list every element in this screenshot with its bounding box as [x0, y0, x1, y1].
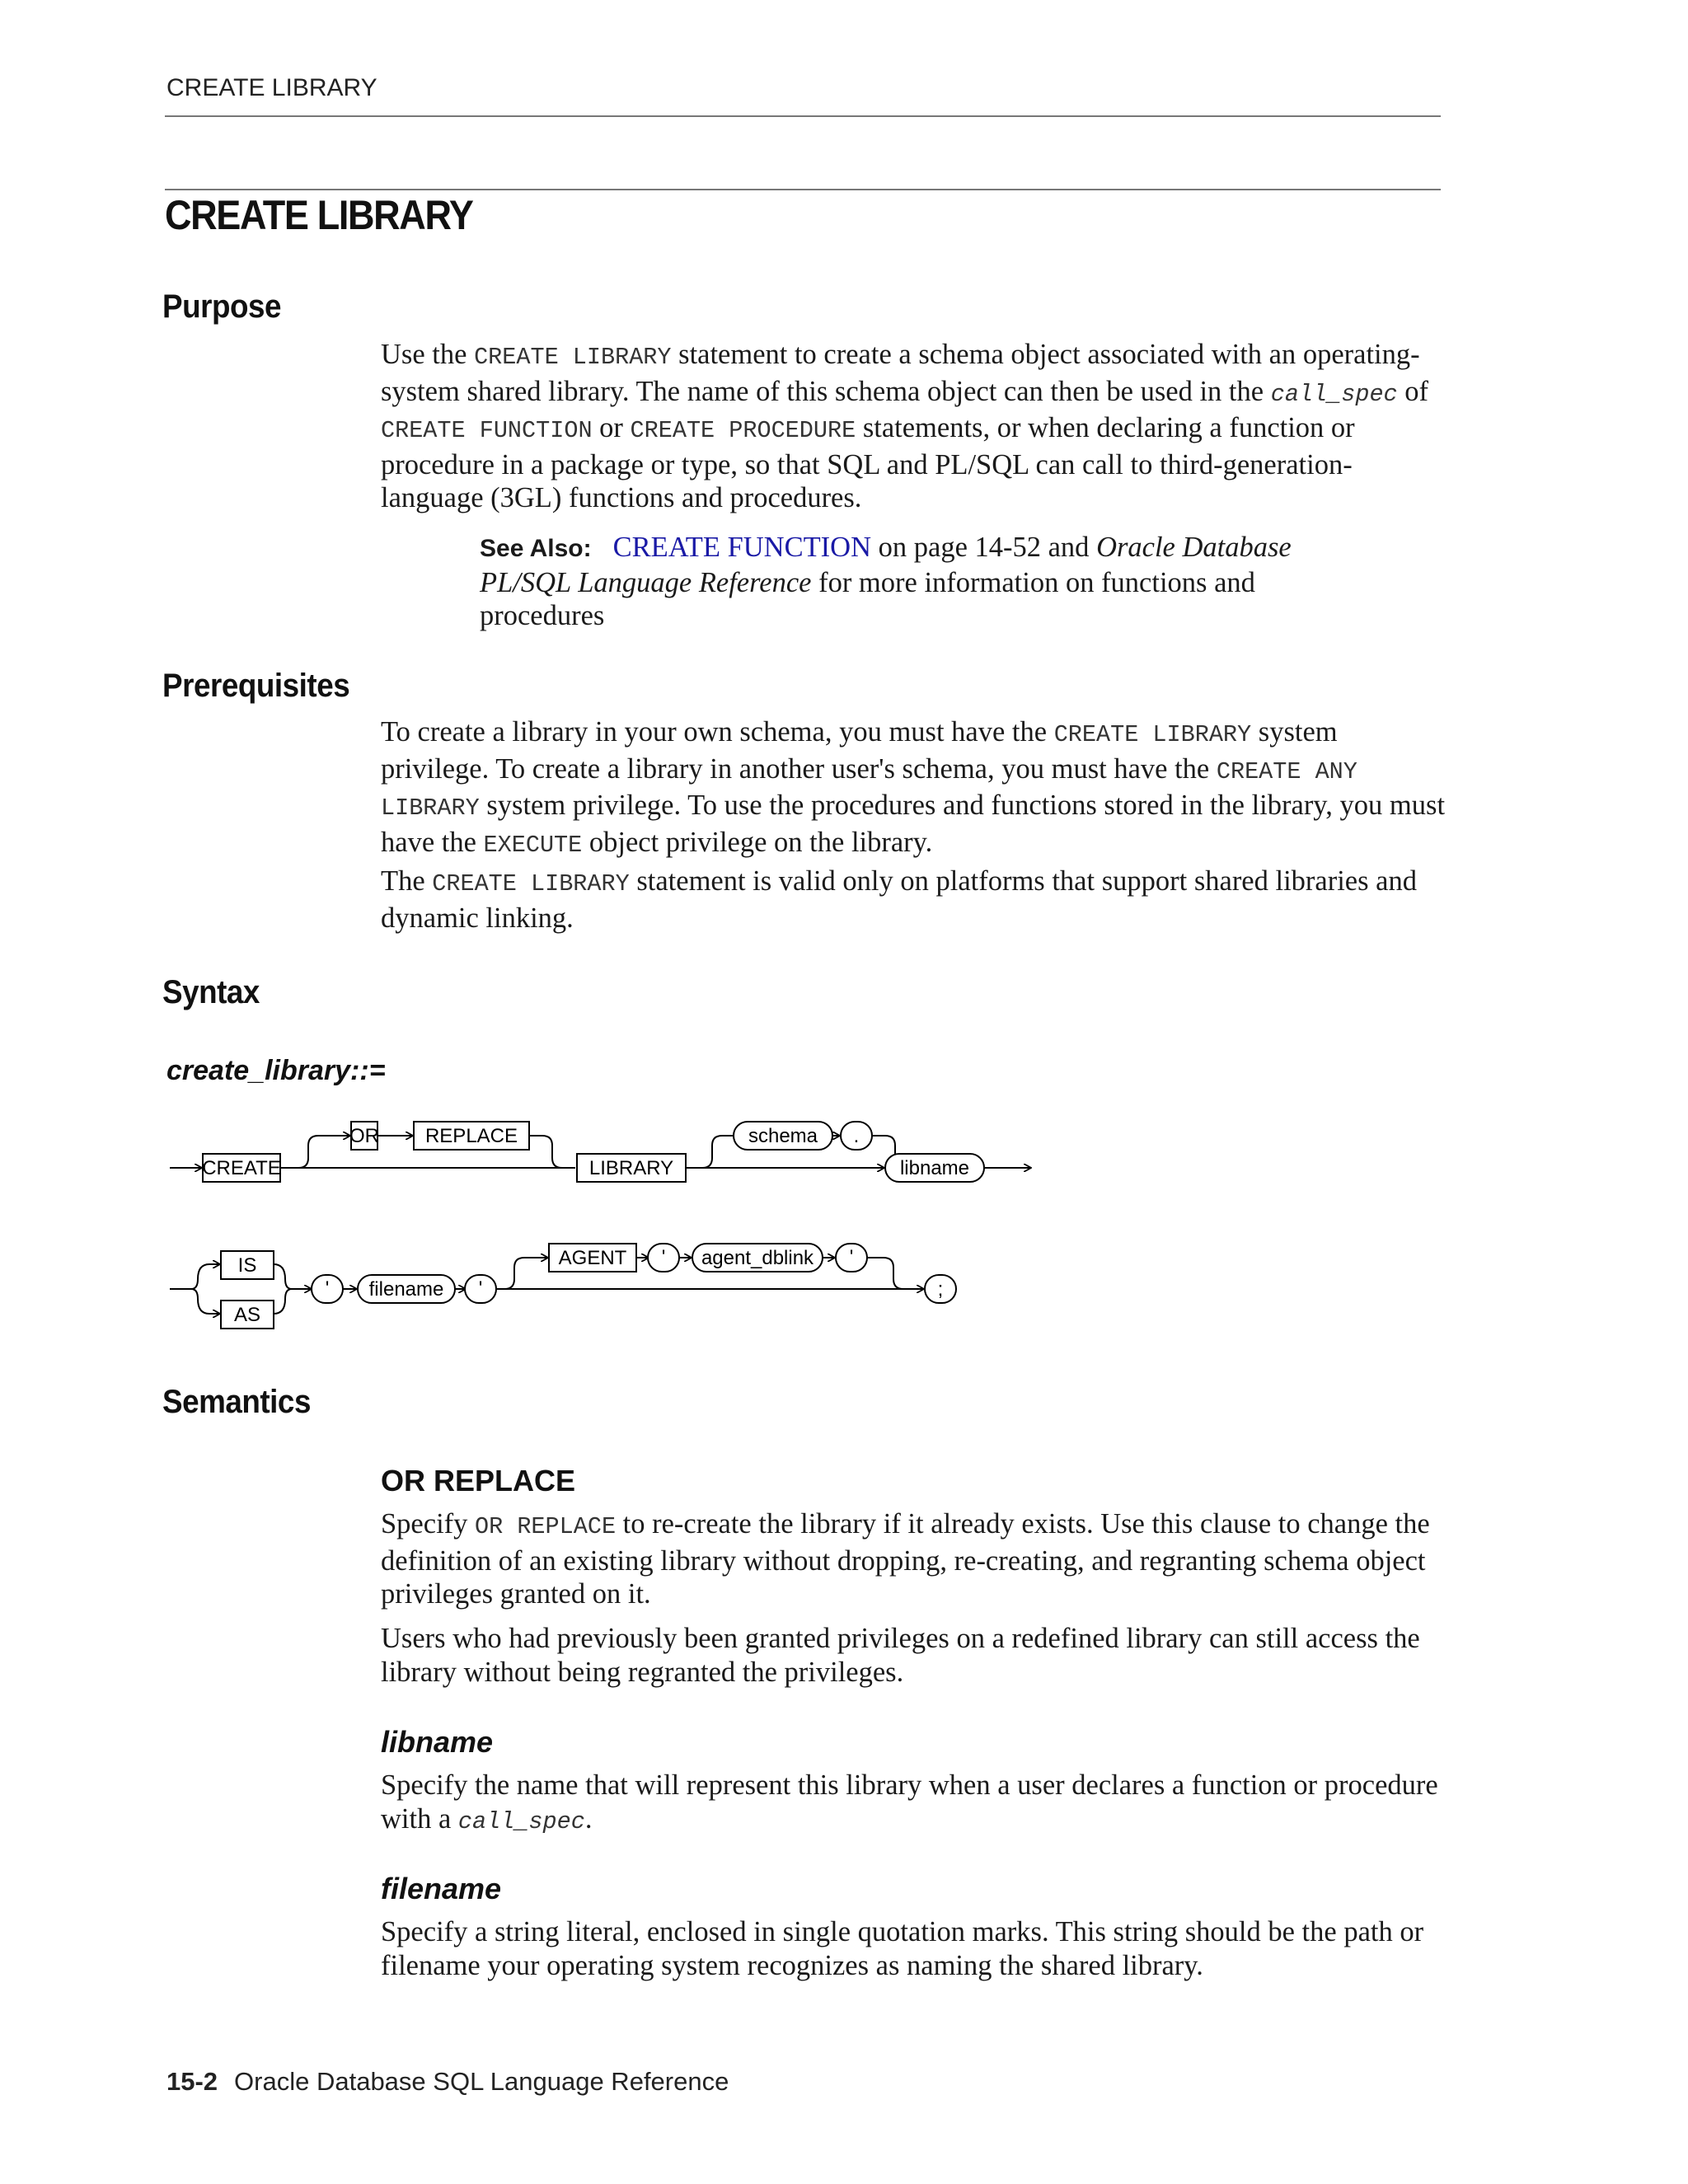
- syntax-heading: Syntax: [162, 974, 260, 1010]
- svg-text:': ': [849, 1246, 854, 1268]
- code-term: EXECUTE: [483, 831, 583, 859]
- svg-text:schema: schema: [748, 1125, 818, 1147]
- agent-open-quote-term: [648, 1244, 679, 1272]
- svg-text:libname: libname: [899, 1157, 970, 1179]
- filename-heading: filename: [381, 1872, 502, 1905]
- reference-title: Oracle Database PL/SQL Language Reference: [480, 532, 1292, 598]
- or-replace-paragraph-2: Users who had previously been granted privileges on a redefined library can still access the library without being regranted the privileges.: [381, 1623, 1420, 1688]
- svg-text:': ': [478, 1277, 483, 1300]
- libname-term: [885, 1154, 984, 1182]
- prerequisites-heading: Prerequisites: [162, 668, 350, 704]
- libname-heading: libname: [381, 1725, 494, 1759]
- svg-text:;: ;: [937, 1278, 944, 1301]
- code-term: CREATE LIBRARY: [474, 344, 672, 371]
- purpose-paragraph: Use the CREATE LIBRARY statement to create a schema object associated with an operating-system shared library. The name of this schema object can then be used in the call_spec of CREATE FUNCTION or CREATE PROCEDURE statements, or when declaring a function or procedure in a package or type, so that SQL and PL/SQL can call to third-generation-language (3GL) functions and procedures.: [381, 339, 1429, 513]
- header-rule: [165, 115, 1441, 117]
- svg-text:.: .: [853, 1125, 860, 1147]
- page-footer: [166, 2067, 729, 2097]
- code-term: CREATE FUNCTION: [381, 417, 593, 444]
- close-quote-term: [465, 1275, 496, 1303]
- prerequisites-paragraph-2: The CREATE LIBRARY statement is valid only on platforms that support shared libraries and dynamic linking.: [381, 865, 1417, 934]
- svg-text:CREATE: CREATE: [202, 1157, 281, 1179]
- svg-text:filename: filename: [368, 1278, 444, 1301]
- page-title: CREATE LIBRARY: [165, 192, 473, 238]
- svg-text:AS: AS: [233, 1304, 261, 1326]
- code-term: CREATE PROCEDURE: [630, 417, 856, 444]
- svg-text:AGENT: AGENT: [558, 1247, 627, 1269]
- agent-close-quote-term: [836, 1244, 867, 1272]
- filename-paragraph: Specify a string literal, enclosed in single quotation marks. This string should be the path or filename your operating system recognizes as naming the shared library.: [381, 1916, 1424, 1981]
- code-term: CREATE LIBRARY: [432, 870, 630, 898]
- library-keyword-box: [577, 1154, 686, 1182]
- svg-text:REPLACE: REPLACE: [424, 1125, 518, 1147]
- code-term: CREATE ANY LIBRARY: [381, 757, 1357, 822]
- create-function-link[interactable]: CREATE FUNCTION: [612, 532, 871, 563]
- code-term: CREATE LIBRARY: [1053, 721, 1252, 748]
- see-also-label: See Also:: [480, 535, 592, 562]
- is-keyword-box: [221, 1251, 274, 1279]
- or-replace-paragraph-1: Specify OR REPLACE to re-create the library if it already exists. Use this clause to change the definition of an existing library without dropping, re-creating, and regranting schema object privileges granted on it.: [381, 1508, 1430, 1610]
- see-also-note: See Also: CREATE FUNCTION on page 14-52 and Oracle Database PL/SQL Language Reference for more information on functions and procedures: [480, 532, 1292, 631]
- schema-term: [734, 1122, 832, 1150]
- running-header: CREATE LIBRARY: [166, 74, 377, 101]
- diagram-title: create_library::=: [166, 1055, 386, 1086]
- semicolon-term: [925, 1275, 956, 1303]
- filename-term: [358, 1275, 455, 1303]
- page-number: 15-2: [166, 2067, 218, 2096]
- svg-text:agent_dblink: agent_dblink: [701, 1247, 814, 1269]
- dot-term: [841, 1122, 872, 1150]
- purpose-heading: Purpose: [162, 288, 282, 325]
- svg-text:OR: OR: [349, 1125, 379, 1147]
- code-term: call_spec: [1270, 380, 1398, 408]
- title-rule: [165, 189, 1441, 190]
- as-keyword-box: [221, 1301, 274, 1329]
- syntax-diagram: [157, 1104, 1063, 1352]
- create-keyword-box: [202, 1154, 281, 1182]
- agent-dblink-term: [692, 1244, 823, 1272]
- svg-text:LIBRARY: LIBRARY: [588, 1157, 674, 1179]
- open-quote-term: [312, 1275, 343, 1303]
- or-replace-heading: OR REPLACE: [381, 1464, 576, 1497]
- book-title: Oracle Database SQL Language Reference: [234, 2067, 729, 2096]
- svg-text:': ': [325, 1277, 330, 1300]
- code-term: OR REPLACE: [475, 1513, 617, 1540]
- code-term: call_spec: [457, 1807, 585, 1835]
- agent-keyword-box: [549, 1244, 636, 1272]
- libname-paragraph: Specify the name that will represent this library when a user declares a function or procedure with a call_spec.: [381, 1769, 1438, 1835]
- svg-text:IS: IS: [237, 1254, 257, 1277]
- prerequisites-paragraph-1: To create a library in your own schema, you must have the CREATE LIBRARY system privilege. To create a library in another user's schema, you must have the CREATE ANY LIBRARY system privilege. To use the procedures and functions stored in the library, you must have the EXECUTE object privilege on the library.: [381, 716, 1446, 859]
- svg-text:': ': [661, 1246, 666, 1268]
- semantics-heading: Semantics: [162, 1384, 311, 1420]
- replace-keyword-box: [414, 1122, 529, 1150]
- or-keyword-box: [349, 1122, 379, 1150]
